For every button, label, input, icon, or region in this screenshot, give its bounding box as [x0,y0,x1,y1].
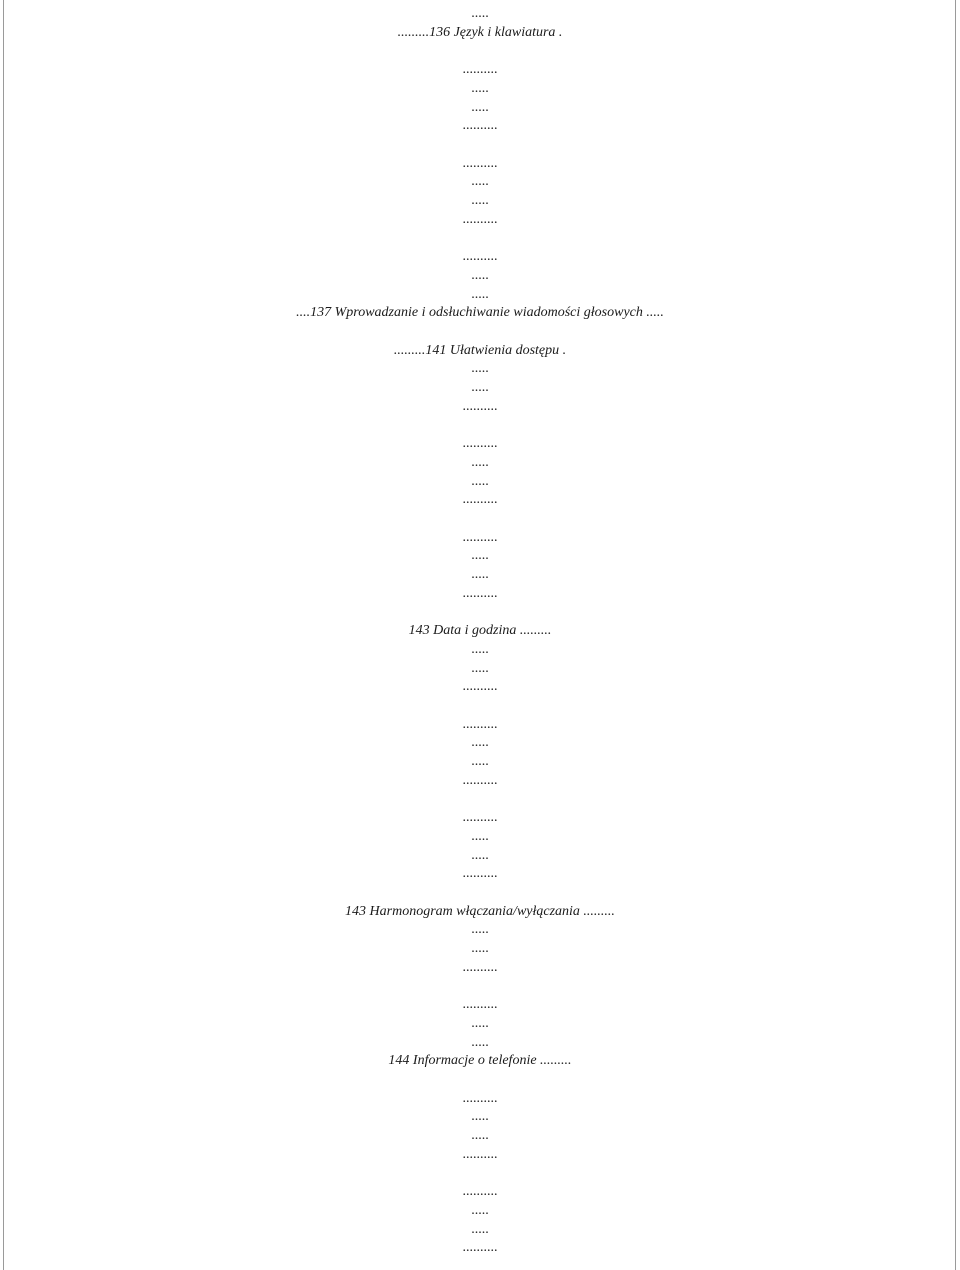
toc-entry[interactable]: 143 Harmonogram włączania/wyłączania ......... [345,903,615,919]
toc-dot-leader: ..... [471,286,489,302]
toc-dot-leader: .......... [462,492,498,508]
toc-dot-leader: .......... [462,529,498,545]
toc-dot-leader: ..... [471,473,489,489]
toc-dot-leader: ..... [471,828,489,844]
toc-dot-leader: ..... [471,1128,489,1143]
toc-dot-leader: ..... [471,735,489,751]
toc-dot-leader: ..... [471,454,489,470]
toc-dot-leader: ..... [471,267,489,283]
toc-dot-leader: .......... [462,436,498,452]
toc-dot-leader: .......... [462,155,498,171]
toc-dot-leader: ..... [471,380,489,395]
toc-dot-leader: ..... [471,847,489,863]
toc-dot-leader: .......... [462,398,498,414]
toc-dot-leader: .......... [462,1184,498,1200]
toc-dot-leader: ..... [471,922,489,938]
toc-dot-leader: .......... [462,62,498,78]
toc-dot-leader: .......... [462,716,498,732]
toc-dot-leader: ..... [471,1034,489,1050]
toc-dot-leader: ..... [471,99,489,115]
toc-entry[interactable]: ....137 Wprowadzanie i odsłuchiwanie wiadomości głosowych ..... [296,305,664,321]
toc-dot-leader: .......... [462,249,498,265]
toc-dot-leader: ..... [471,1221,489,1237]
toc-dot-leader: .......... [462,1146,498,1162]
toc-dot-leader: .......... [462,585,498,601]
toc-dot-leader: ..... [471,1015,489,1031]
toc-dot-leader: ..... [471,660,489,676]
toc-dot-leader: ..... [471,754,489,769]
toc-dot-leader: ..... [471,6,489,21]
toc-dot-leader: ..... [471,1109,489,1125]
toc-entry[interactable]: .........141 Ułatwienia dostępu . [393,342,567,358]
toc-dot-leader: ..... [471,80,489,96]
toc-entry[interactable]: .........136 Język i klawiatura . [397,24,563,40]
toc-dot-leader: ..... [471,174,489,190]
toc-dot-leader: ..... [471,641,489,657]
toc-dot-leader: ..... [471,361,489,377]
toc-dot-leader: .......... [462,772,498,788]
toc-entry[interactable]: 144 Informacje o telefonie ......... [388,1053,572,1069]
toc-dot-leader: .......... [462,997,498,1013]
toc-dot-leader: .......... [462,959,498,975]
toc-dot-leader: .......... [462,211,498,227]
toc-dot-leader: .......... [462,118,498,134]
toc-dot-leader: .......... [462,1240,498,1256]
toc-dot-leader: ..... [471,567,489,582]
toc-dot-leader: .......... [462,810,498,826]
toc-dot-leader: ..... [471,941,489,956]
toc-dot-leader: ..... [471,193,489,208]
toc-dot-leader: ..... [471,1202,489,1218]
toc-dot-leader: .......... [462,1090,498,1106]
toc-dot-leader: .......... [462,679,498,695]
toc-entry[interactable]: 143 Data i godzina ......... [408,623,552,639]
toc-dot-leader: .......... [462,866,498,882]
toc-dot-leader: ..... [471,548,489,564]
